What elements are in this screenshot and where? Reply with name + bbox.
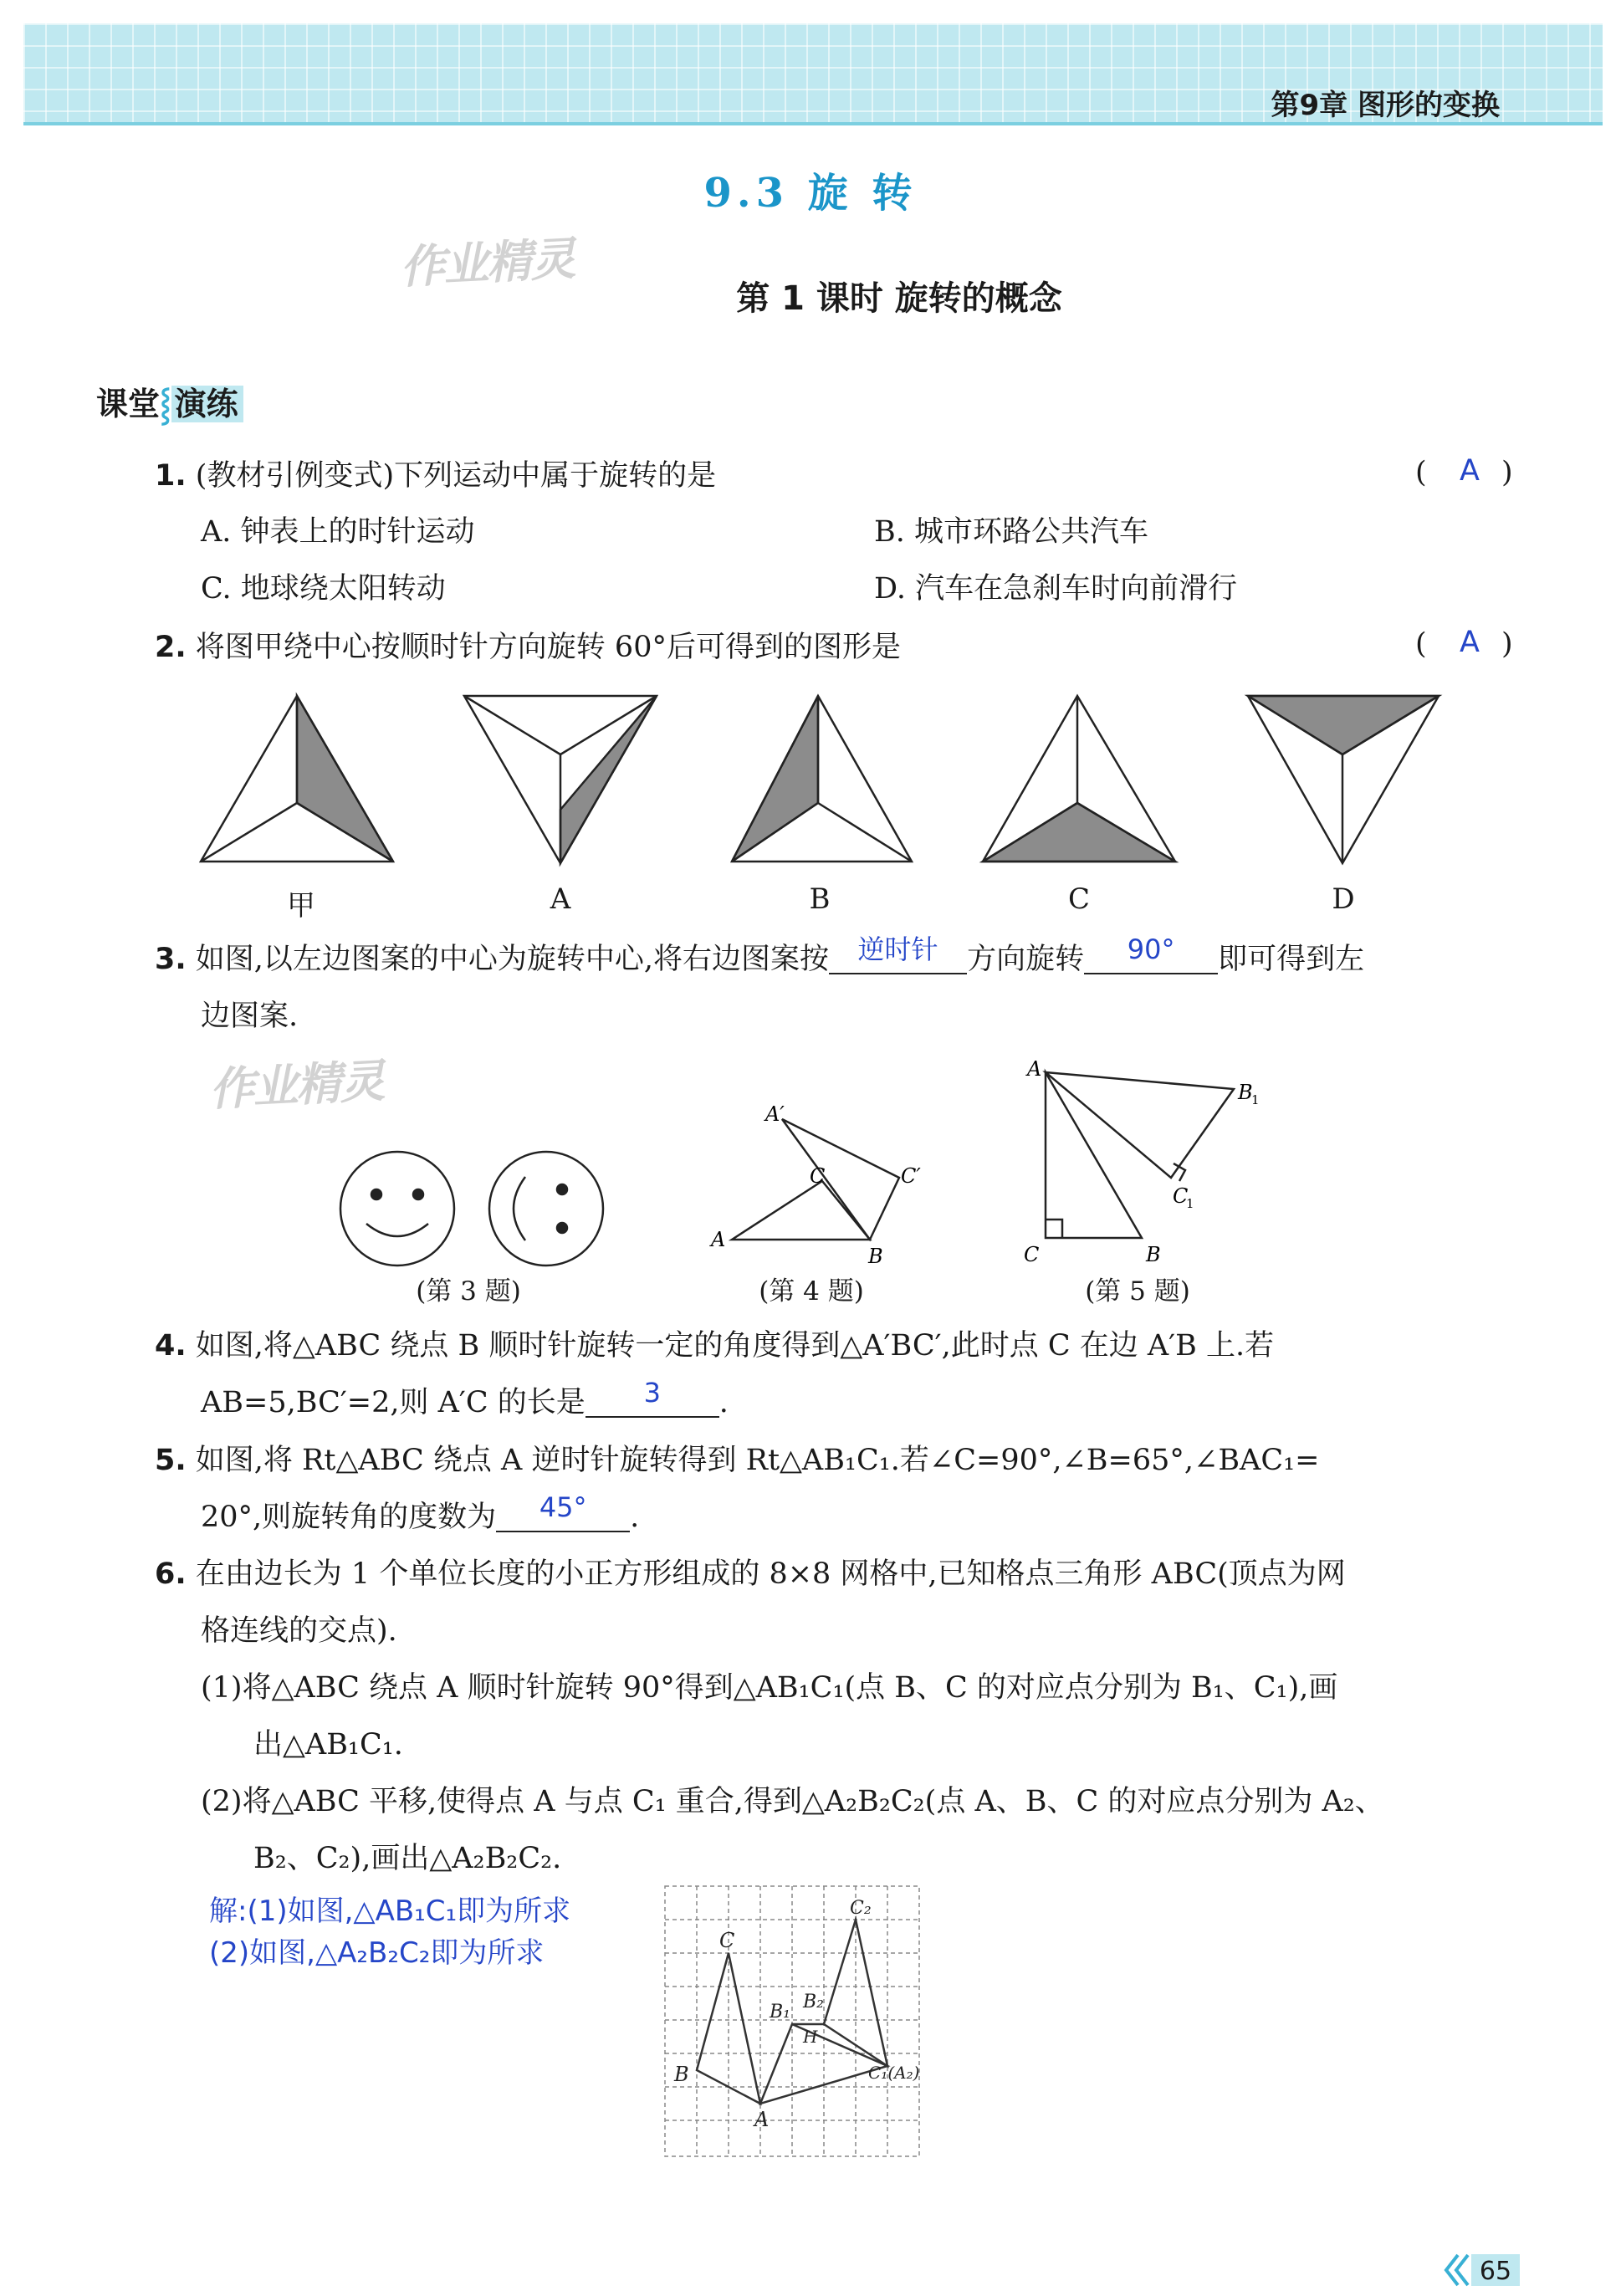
q6-part1-line2: 出△AB₁C₁. [253, 1728, 403, 1762]
q5-stem [155, 1440, 1319, 1480]
chapter-title: 第9章 图形的变换 [1271, 89, 1500, 122]
q5-blank-value: 45° [539, 1491, 587, 1523]
section-title: 9.3 旋 转 [703, 170, 918, 217]
label-b: B [809, 882, 831, 916]
q6-line2: 格连线的交点). [201, 1614, 397, 1648]
practice-heading [96, 378, 243, 425]
q1-answer: A [1460, 454, 1480, 488]
q1-option-d: D. 汽车在急刹车时向前滑行 [874, 572, 1238, 606]
grid-label-b1: B₁ [770, 2002, 790, 2022]
grid-label-c1: C₁(A₂) [868, 2063, 920, 2083]
q6-stem [155, 1554, 1346, 1594]
q4-blank [586, 1377, 719, 1418]
q4-number: 4. [155, 1329, 187, 1363]
page-number: 65 [1479, 2257, 1512, 2286]
q2-text: 将图甲绕中心按顺时针方向旋转 60°后可得到的图形是 [195, 631, 901, 664]
solution-line2: (2)如图,△A₂B₂C₂即为所求 [209, 1936, 545, 1970]
left-face-circle [340, 1152, 454, 1266]
q2-paren-left: ( [1415, 627, 1427, 661]
q3-blank-1-value: 逆时针 [857, 933, 938, 965]
q1-paren-left: ( [1415, 456, 1427, 489]
q6-part2-line1: (2)将△ABC 平移,使得点 A 与点 C₁ 重合,得到△A₂B₂C₂(点 A、B、C 的对应点分别为 A₂、 [201, 1785, 1384, 1818]
q5-line1: 如图,将 Rt△ABC 绕点 A 逆时针旋转得到 Rt△AB₁C₁.若∠C=90°,∠B=65°,∠BAC₁= [195, 1444, 1320, 1477]
q5-number: 5. [155, 1444, 187, 1477]
left-face-eye [371, 1189, 381, 1199]
caption-fig3: (第 3 题) [416, 1276, 521, 1307]
right-face-eye [557, 1184, 567, 1194]
grid-label-b2: B₂ [803, 1992, 824, 2012]
q3-text-d: 边图案. [201, 1000, 299, 1033]
q1-text: (教材引例变式)下列运动中属于旋转的是 [195, 459, 717, 493]
q5-blank [496, 1491, 630, 1532]
q1-stem [155, 456, 716, 496]
practice-part1: 课堂 [96, 386, 161, 422]
q4-figure [703, 1096, 937, 1271]
q5-line2b: . [630, 1501, 640, 1534]
triangle-a [464, 696, 657, 863]
q3-number: 3. [155, 943, 187, 976]
q1-option-b: B. 城市环路公共汽车 [874, 515, 1148, 549]
triangle-jia [201, 696, 393, 862]
label-jia: 甲 [287, 889, 315, 923]
q5-line2 [201, 1491, 640, 1537]
label-d: D [1332, 882, 1355, 916]
wave-icon: ⸾ [160, 386, 171, 422]
watermark: 作业精灵 [398, 232, 575, 294]
q5-label-a: A [1027, 1057, 1042, 1081]
q3-text-c: 即可得到左 [1218, 943, 1365, 976]
q2-triangles-figure [192, 686, 1464, 878]
right-face-mouth [514, 1177, 525, 1240]
q5-label-c: C [1024, 1243, 1040, 1266]
q2-answer: A [1460, 626, 1480, 659]
q4-label-c-prime: C′ [901, 1164, 921, 1188]
grid-label-a: A [754, 2108, 770, 2131]
q4-blank-value: 3 [643, 1377, 661, 1409]
q3-blank-2-value: 90° [1127, 933, 1175, 965]
q4-line2a: AB=5,BC′=2,则 A′C 的长是 [201, 1386, 586, 1419]
q3-stem [155, 933, 1365, 979]
q5-label-b1: B [1238, 1081, 1253, 1104]
grid-label-c: C [719, 1929, 735, 1952]
q3-text-a: 如图,以左边图案的中心为旋转中心,将右边图案按 [195, 943, 830, 976]
grid-lines [665, 1886, 919, 2156]
q3-faces-figure [335, 1142, 619, 1276]
q5-label-c1: C [1173, 1184, 1189, 1208]
q6-line1: 在由边长为 1 个单位长度的小正方形组成的 8×8 网格中,已知格点三角形 ABC(顶点为网 [195, 1557, 1346, 1591]
q5-line2a: 20°,则旋转角的度数为 [201, 1501, 497, 1534]
left-face-mouth [366, 1224, 428, 1236]
triangle-b [732, 696, 912, 862]
page-number-badge [1443, 2252, 1522, 2288]
q2-paren-right: ) [1501, 627, 1513, 661]
q5-figure [1012, 1054, 1280, 1271]
q6-part1-line1: (1)将△ABC 绕点 A 顺时针旋转 90°得到△AB₁C₁(点 B、C 的对应点分别为 B₁、C₁),画 [201, 1671, 1338, 1705]
caption-fig5: (第 5 题) [1085, 1276, 1190, 1307]
lesson-title: 第 1 课时 旋转的概念 [736, 279, 1062, 318]
right-face-eye [557, 1223, 567, 1233]
q4-label-a-prime: A′ [765, 1102, 785, 1126]
left-face-eye [413, 1189, 423, 1199]
q1-option-c: C. 地球绕太阳转动 [201, 572, 446, 606]
q5-label-b: B [1146, 1243, 1161, 1266]
label-a: A [550, 882, 571, 916]
q3-text-b: 方向旋转 [967, 943, 1085, 976]
triangle-abc [697, 1953, 760, 2104]
q5-label-c1-sub: 1 [1186, 1196, 1194, 1211]
q4-line2 [201, 1377, 729, 1423]
solution-line1: 解:(1)如图,△AB₁C₁即为所求 [209, 1895, 571, 1928]
q6-grid-figure [661, 1882, 928, 2166]
q3-blank-2 [1084, 933, 1218, 974]
watermark-2: 作业精灵 [207, 1054, 385, 1117]
q6-number: 6. [155, 1557, 187, 1591]
grid-label-c2: C₂ [850, 1898, 872, 1919]
q3-blank-1 [829, 933, 967, 974]
q4-line2b: . [718, 1386, 729, 1419]
q2-number: 2. [155, 631, 187, 664]
q6-part2-line2: B₂、C₂),画出△A₂B₂C₂. [253, 1842, 562, 1875]
q4-label-b: B [868, 1245, 883, 1268]
q4-stem [155, 1326, 1274, 1366]
q4-label-c: C [810, 1164, 826, 1188]
triangle-c [983, 696, 1175, 862]
q4-label-a: A [711, 1228, 726, 1251]
grid-label-b: B [674, 2063, 689, 2086]
q1-number: 1. [155, 459, 187, 493]
grid-label-h: H [803, 2027, 818, 2047]
q2-stem [155, 627, 901, 667]
right-face-circle [489, 1152, 603, 1266]
label-c: C [1067, 882, 1090, 916]
triangle-d [1248, 696, 1439, 863]
q1-option-a: A. 钟表上的时针运动 [201, 515, 475, 549]
practice-part2: 演练 [171, 386, 243, 422]
q5-label-b1-sub: 1 [1251, 1092, 1260, 1107]
caption-fig4: (第 4 题) [759, 1276, 864, 1307]
q4-line1: 如图,将△ABC 绕点 B 顺时针旋转一定的角度得到△A′BC′,此时点 C 在边 A′B 上.若 [195, 1329, 1275, 1363]
chevron-left-icon [1456, 2255, 1468, 2285]
q1-paren-right: ) [1501, 456, 1513, 489]
